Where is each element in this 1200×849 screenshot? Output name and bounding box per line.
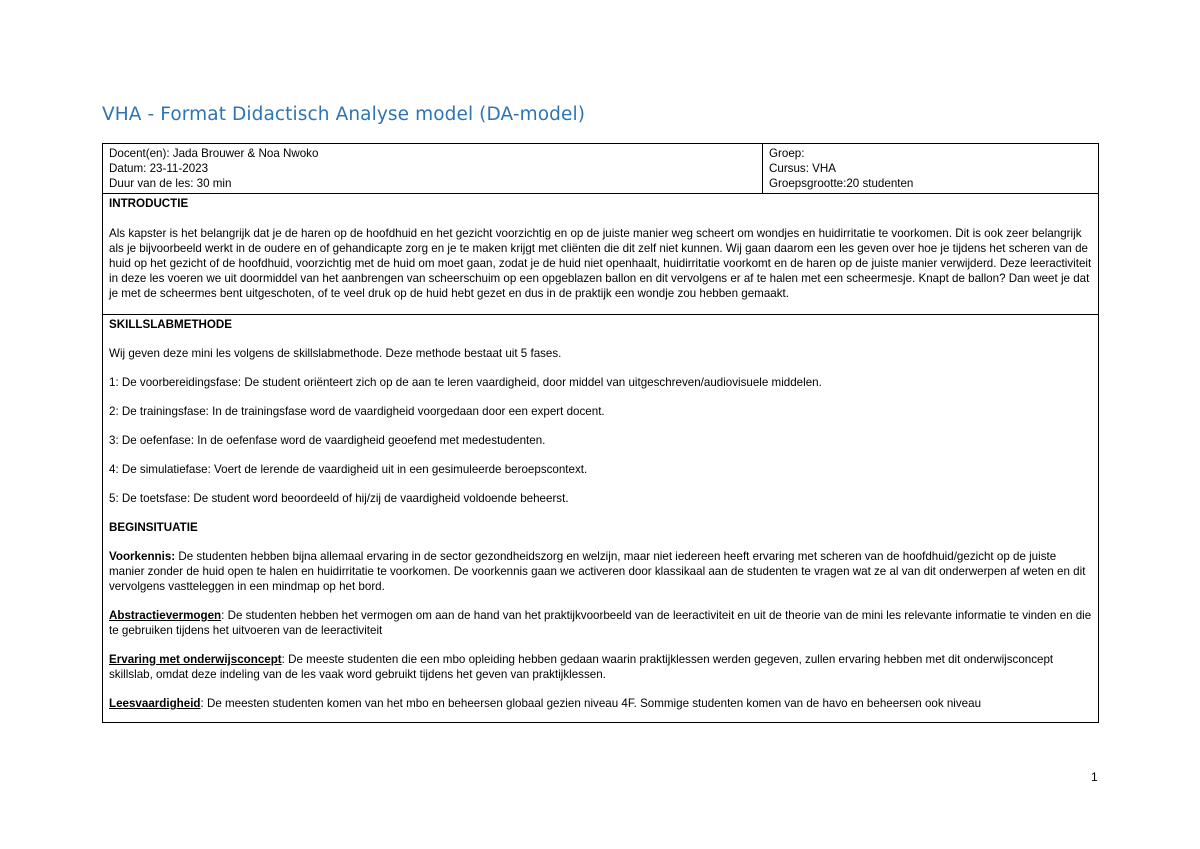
group-size-line: Groepsgrootte:20 studenten — [769, 177, 914, 190]
page-number: 1 — [1091, 770, 1098, 784]
leesvaardigheid-paragraph — [109, 696, 1092, 711]
date-line: Datum: 23-11-2023 — [109, 162, 209, 175]
da-model-table — [102, 143, 1099, 723]
intro-heading: INTRODUCTIE — [109, 197, 189, 210]
skillslab-heading: SKILLSLABMETHODE — [109, 318, 233, 331]
onderwijsconcept-paragraph — [109, 652, 1092, 682]
phase-4: 4: De simulatiefase: Voert de lerende de vaardigheid uit in een gesimuleerde beroepscontext. — [109, 463, 588, 476]
abstractievermogen-paragraph — [109, 608, 1092, 638]
group-line: Groep: — [769, 147, 805, 160]
onderwijsconcept-text: : De meeste studenten die een mbo opleiding hebben gedaan waarin praktijklessen werden gegeven, zullen ervaring hebben met dit onderwijsconcept skillslab, omdat deze indeling van de les vaak word gebruikt tijdens het geven van praktijklessen. — [109, 653, 1054, 681]
leesvaardigheid-label: Leesvaardigheid — [109, 697, 201, 710]
leesvaardigheid-text: : De meesten studenten komen van het mbo en beheersen globaal gezien niveau 4F. Sommige studenten komen van de havo en beheersen ook niveau — [200, 697, 982, 710]
voorkennis-label: Voorkennis: — [109, 550, 176, 563]
phase-3: 3: De oefenfase: In de oefenfase word de vaardigheid geoefend met medestudenten. — [109, 434, 546, 447]
phase-1: 1: De voorbereidingsfase: De student oriënteert zich op de aan te leren vaardigheid, door middel van uitgeschreven/audiovisuele middelen. — [109, 376, 822, 389]
abstractievermogen-text: : De studenten hebben het vermogen om aan de hand van het praktijkvoorbeeld van de leeractiviteit en uit de theorie van de mini les relevante informatie te vinden en die te gebruiken tijdens het uitvoeren van de leeractiviteit — [109, 609, 1092, 637]
group-info-cell — [763, 144, 1099, 194]
course-line: Cursus: VHA — [769, 162, 837, 175]
phase-5: 5: De toetsfase: De student word beoordeeld of hij/zij de vaardigheid voldoende beheerst. — [109, 492, 569, 505]
intro-cell — [103, 194, 1099, 315]
teacher-info-cell — [103, 144, 763, 194]
skillslab-intro: Wij geven deze mini les volgens de skillslabmethode. Deze methode bestaat uit 5 fases. — [109, 347, 562, 360]
onderwijsconcept-label: Ervaring met onderwijsconcept — [109, 653, 282, 666]
intro-text: Als kapster is het belangrijk dat je de haren op de hoofdhuid en het gezicht voorzichtig en op de juiste manier weg scheert om wondjes en huidirritatie te voorkomen. Dit is ook zeer belangrijk als je bijvoorbeeld werkt in de oudere en of gehandicapte zorg en je te maken krijgt met cliënten die dit zelf niet kunnen. Wij gaan daarom een les geven over hoe je tijdens het scheren van de huid op het gezicht of de hoofdhuid, voorzichtig met de huid om moet gaan, zodat je de huid niet openhaalt, huidirritatie voorkomt en de haren op de juiste manier verwijderd. Deze leeractiviteit in deze les voeren we uit doormiddel van het aanbrengen van scheerschuim op een opgeblazen ballon en dit vervolgens er af te halen met een scheermesje. Knapt de ballon? Dan weet je dat je met de scheermes bent uitgeschoten, of te veel druk op de huid hebt gezet en dus in de praktijk een wondje zou hebben gemaakt. — [109, 227, 1092, 300]
intro-row — [103, 194, 1099, 315]
teachers-line: Docent(en): Jada Brouwer & Noa Nwoko — [109, 147, 319, 160]
method-row — [103, 315, 1099, 723]
beginsituatie-heading: BEGINSITUATIE — [109, 521, 198, 534]
voorkennis-paragraph — [109, 549, 1092, 594]
header-row — [103, 144, 1099, 194]
method-cell — [103, 315, 1099, 723]
phase-2: 2: De trainingsfase: In de trainingsfase word de vaardigheid voorgedaan door een expert docent. — [109, 405, 605, 418]
document-title: VHA - Format Didactisch Analyse model (DA-model) — [102, 104, 586, 125]
duration-line: Duur van de les: 30 min — [109, 177, 232, 190]
abstractievermogen-label: Abstractievermogen — [109, 609, 222, 622]
voorkennis-text: De studenten hebben bijna allemaal ervaring in de sector gezondheidszorg en welzijn, maar niet iedereen heeft ervaring met scheren van de hoofdhuid/gezicht op de juiste manier zonder de huid open te halen en huidirritatie te voorkomen. De voorkennis gaan we activeren door klassikaal aan de studenten te vragen wat ze al van dit onderwerpen af weten en dit vervolgens vastteleggen in een mindmap op het bord. — [109, 550, 1086, 593]
